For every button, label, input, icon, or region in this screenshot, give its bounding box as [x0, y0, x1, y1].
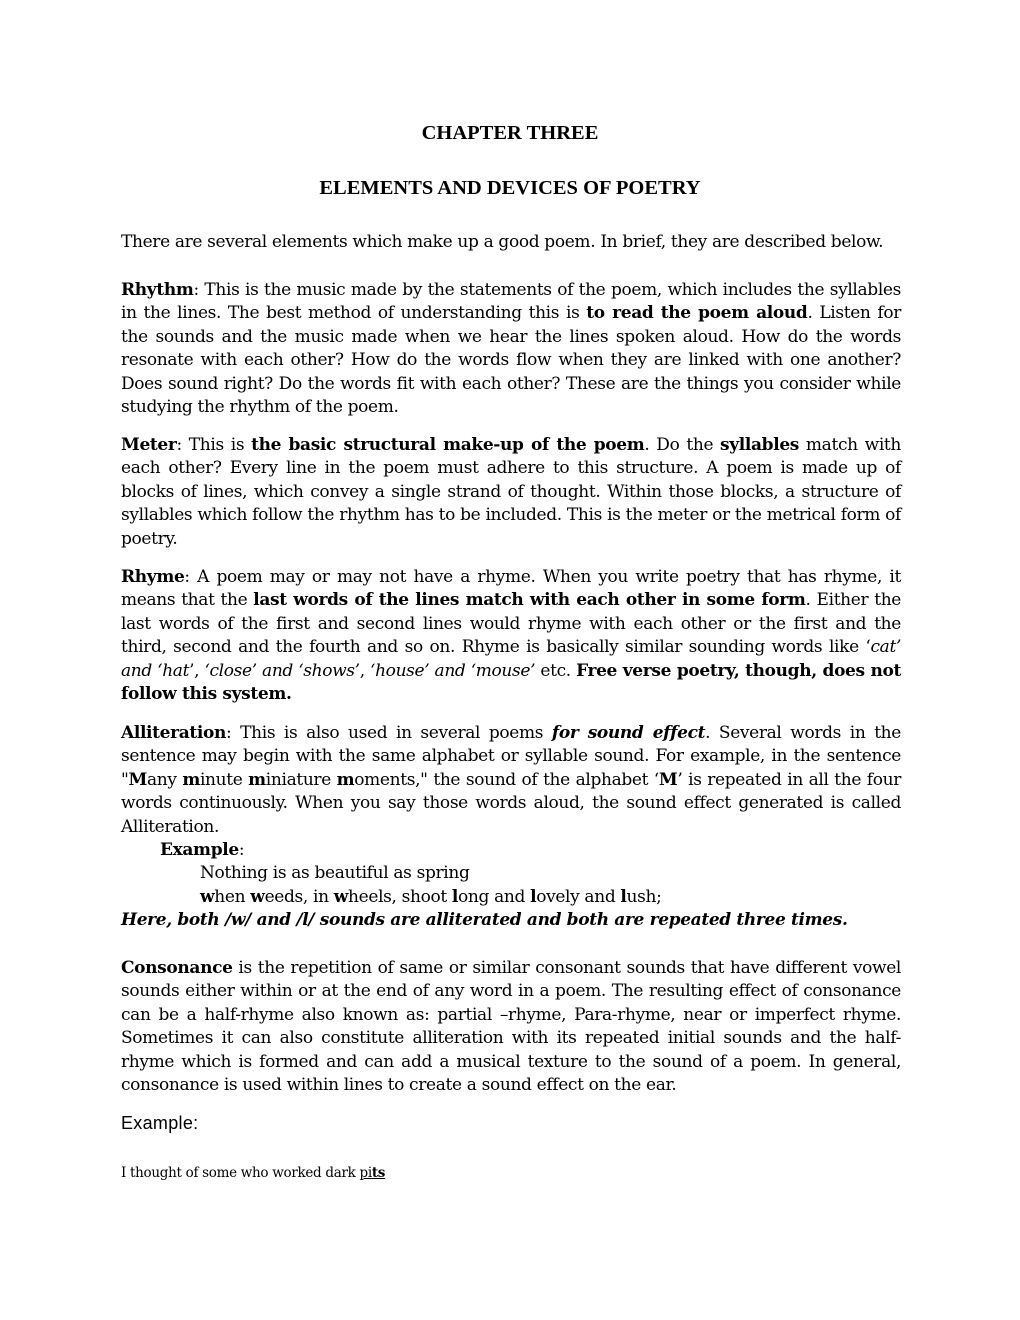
poem-line-2: when weeds, in wheels, shoot long and lovely and lush;	[200, 887, 662, 907]
rhythm-term: Rhythm	[121, 280, 194, 300]
section-title: ELEMENTS AND DEVICES OF POETRY	[319, 177, 701, 199]
example-poem-line: I thought of some who worked dark pits	[121, 1165, 386, 1181]
alliteration-note: Here, both /w/ and /l/ sounds are alliterated and both are repeated three times.	[121, 910, 848, 930]
intro-paragraph: There are several elements which make up a good poem. In brief, they are described below.	[121, 232, 884, 252]
poem-line-1: Nothing is as beautiful as spring	[200, 863, 470, 883]
meter-paragraph: Meter: This is the basic structural make-up of the poem. Do the syllables match with each other? Every line in the poem must adhere to this structure. A poem is made up of blocks of lines, which convey a single strand of thought. Within those blocks, a structure of syllables which follow the rhythm has to be included. This is the meter or the metrical form of poetry.	[121, 435, 901, 549]
example-label: Example:	[160, 840, 245, 860]
consonance-term: Consonance	[121, 958, 233, 978]
consonance-paragraph: Consonance is the repetition of same or similar consonant sounds that have different vowel sounds either within or at the end of any word in a poem. The resulting effect of consonance can be a half-rhyme also known as: partial –rhyme, Para-rhyme, near or imperfect rhyme. Sometimes it can also constitute alliteration with its repeated initial sounds and the half-rhyme which is formed and can add a musical texture to the sound of a poem. In general, consonance is used within lines to create a sound effect on the ear.	[121, 958, 901, 1096]
rhythm-paragraph: Rhythm: This is the music made by the statements of the poem, which includes the syllables in the lines. The best method of understanding this is to read the poem aloud. Listen for the sounds and the music made when we hear the lines spoken aloud. How do the words resonate with each other? How do the words flow when they are linked with one another? Does sound right? Do the words fit with each other? These are the things you consider while studying the rhythm of the poem.	[121, 280, 901, 418]
example-heading: Example:	[121, 1113, 199, 1133]
rhyme-term: Rhyme	[121, 567, 185, 587]
alliteration-paragraph: Alliteration: This is also used in several poems for sound effect. Several words in the sentence may begin with the same alphabet or syllable sound. For example, in the sentence "Many minute miniature moments," the sound of the alphabet ‘M’ is repeated in all the four words continuously. When you say those words aloud, the sound effect generated is called Alliteration.	[121, 723, 902, 837]
chapter-title: CHAPTER THREE	[421, 122, 599, 144]
meter-term: Meter	[121, 435, 177, 455]
alliteration-term: Alliteration	[121, 723, 227, 743]
rhyme-paragraph: Rhyme: A poem may or may not have a rhyme. When you write poetry that has rhyme, it means that the last words of the lines match with each other in some form. Either the last words of the first and second lines would rhyme with each other or the first and the third, second and the fourth and so on. Rhyme is basically similar sounding words like ‘cat’ and ‘hat’, ‘close’ and ‘shows’, ‘house’ and ‘mouse’ etc. Free verse poetry, though, does not follow this system.	[121, 567, 902, 705]
